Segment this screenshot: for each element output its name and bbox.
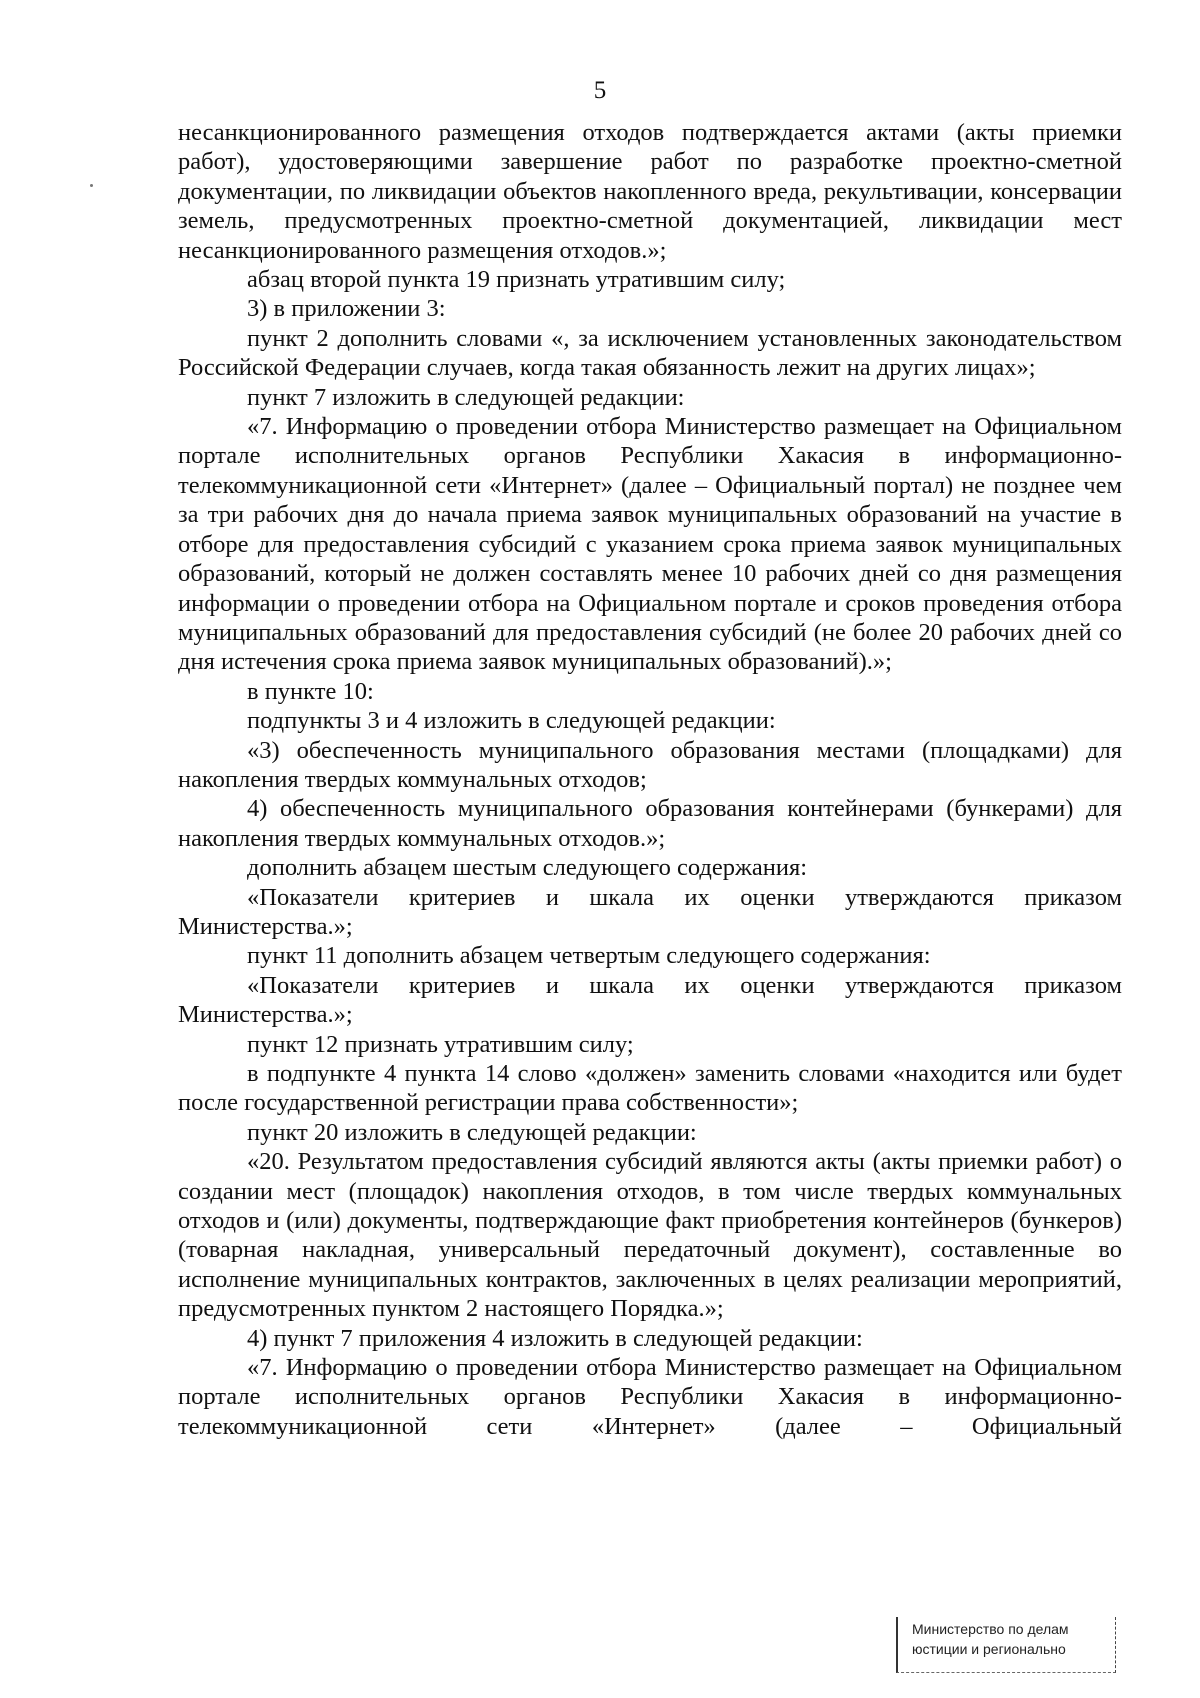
paragraph: абзац второй пункта 19 признать утратившим силу; bbox=[247, 266, 786, 294]
scan-speck bbox=[90, 184, 93, 187]
paragraph: «Показатели критериев и шкала их оценки утверждаются приказом Министерства.»; bbox=[178, 883, 1122, 940]
page-number: 5 bbox=[593, 77, 607, 104]
paragraph: пункт 12 признать утратившим силу; bbox=[247, 1030, 634, 1058]
paragraph: «20. Результатом предоставления субсидий являются акты (акты приемки работ) о создании мест (площадок) накопления отходов, в том числе твердых коммунальных отходов и (или) документы, подтверждающие факт приобретения контейнеров (бункеров) (товарная накладная, универсальный передаточный документ), составленные во исполнение муниципальных контрактов, заключенных в целях реализации мероприятий, предусмотренных пунктом 2 настоящего Порядка.»; bbox=[178, 1148, 1122, 1323]
paragraph: «3) обеспеченность муниципального образования местами (площадками) для накопления твердых коммунальных отходов; bbox=[178, 736, 1122, 793]
paragraph: в подпункте 4 пункта 14 слово «должен» заменить словами «находится или будет после государственной регистрации права собственности»; bbox=[178, 1060, 1122, 1117]
paragraph: пункт 2 дополнить словами «, за исключением установленных законодательством Российской Федерации случаев, когда такая обязанность лежит на других лицах»; bbox=[178, 324, 1122, 382]
stamp-line-1: Министерство по делам bbox=[912, 1621, 1069, 1637]
paragraph: дополнить абзацем шестым следующего содержания: bbox=[247, 854, 808, 882]
paragraph: «7. Информацию о проведении отбора Министерство размещает на Официальном портале исполнительных органов Республики Хакасия в информационно-телекоммуникационной сети «Интернет» (далее – Официальный bbox=[178, 1354, 1122, 1440]
registration-stamp bbox=[896, 1617, 1116, 1673]
paragraph: 4) пункт 7 приложения 4 изложить в следующей редакции: bbox=[247, 1324, 863, 1352]
stamp-line-2: юстиции и регионально bbox=[912, 1641, 1066, 1657]
document-body bbox=[178, 118, 1122, 1441]
paragraph: пункт 11 дополнить абзацем четвертым следующего содержания: bbox=[247, 942, 931, 970]
paragraph: пункт 20 изложить в следующей редакции: bbox=[247, 1118, 697, 1146]
paragraph: 4) обеспеченность муниципального образования контейнерами (бункерами) для накопления твердых коммунальных отходов.»; bbox=[178, 795, 1122, 852]
paragraph: пункт 7 изложить в следующей редакции: bbox=[247, 383, 685, 411]
paragraph: «7. Информацию о проведении отбора Министерство размещает на Официальном портале исполнительных органов Республики Хакасия в информационно-телекоммуникационной сети «Интернет» (далее – Официальный портал) не позднее чем за три рабочих дня до начала приема заявок муниципальных образований на участие в отборе для предоставления субсидий с указанием срока приема заявок муниципальных образований, который не должен составлять менее 10 рабочих дней со дня размещения информации о проведении отбора на Официальном портале и сроков проведения отбора муниципальных образований для предоставления субсидий (не более 20 рабочих дней со дня истечения срока приема заявок муниципальных образований).»; bbox=[178, 413, 1122, 676]
paragraph: несанкционированного размещения отходов подтверждается актами (акты приемки работ), удостоверяющими завершение работ по разработке проектно-сметной документации, по ликвидации объектов накопленного вреда, рекультивации, консервации земель, предусмотренных проектно-сметной документацией, ликвидации мест несанкционированного размещения отходов.»; bbox=[178, 119, 1122, 264]
paragraph: в пункте 10: bbox=[247, 677, 374, 705]
paragraph: 3) в приложении 3: bbox=[247, 295, 446, 323]
paragraph: «Показатели критериев и шкала их оценки утверждаются приказом Министерства.»; bbox=[178, 971, 1122, 1029]
paragraph: подпункты 3 и 4 изложить в следующей редакции: bbox=[247, 707, 776, 735]
